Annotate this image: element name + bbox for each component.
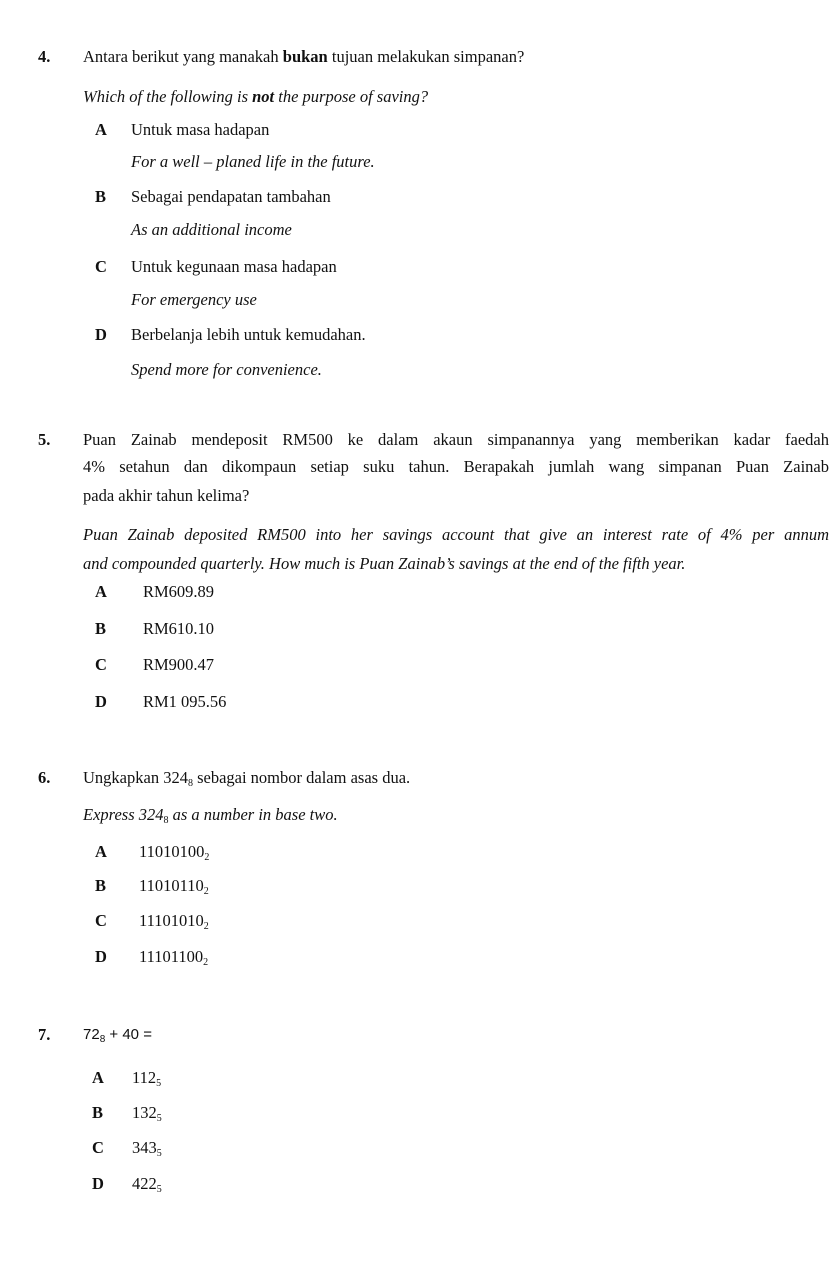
base-subscript: 5 — [156, 1148, 162, 1159]
option-value — [139, 911, 209, 931]
base-subscript: 2 — [203, 957, 209, 968]
text: Ungkapkan 324 — [83, 768, 188, 787]
question-4-english — [83, 87, 428, 107]
text: Which of the following is — [83, 87, 253, 106]
number: 343 — [132, 1138, 157, 1157]
option-value — [139, 876, 209, 896]
option-translation: For a well – planed life in the future. — [131, 152, 375, 171]
base-subscript: 5 — [156, 1078, 162, 1089]
option-value — [132, 1138, 162, 1158]
option-translation: As an additional income — [131, 220, 292, 239]
option-value — [132, 1174, 162, 1194]
option-letter: C — [92, 1138, 104, 1157]
option-letter: C — [95, 257, 107, 276]
number: 72 — [83, 1026, 100, 1043]
question-5-english-line: Puan Zainab deposited RM500 into her savings account that give an interest rate of 4% per annum — [83, 525, 829, 544]
text: + 40 = — [105, 1026, 152, 1043]
option-text: RM900.47 — [143, 655, 215, 674]
text: sebagai nombor dalam asas dua. — [192, 768, 411, 787]
option-letter: C — [95, 655, 107, 674]
option-text: Untuk masa hadapan — [131, 120, 270, 139]
emphasis: bukan — [282, 47, 328, 66]
option-text: Berbelanja lebih untuk kemudahan. — [131, 325, 366, 344]
question-7-number: 7. — [38, 1025, 51, 1044]
question-5-malay-line: 4% setahun dan dikompaun setiap suku tahun. Berapakah jumlah wang simpanan Puan Zainab — [83, 457, 829, 476]
number: 132 — [132, 1103, 157, 1122]
emphasis: not — [252, 87, 275, 106]
question-5-number: 5. — [38, 430, 51, 449]
option-letter: B — [95, 619, 107, 638]
question-6-number: 6. — [38, 768, 51, 787]
question-5-malay-line: Puan Zainab mendeposit RM500 ke dalam akaun simpanannya yang memberikan kadar faedah — [83, 430, 829, 449]
option-text: Sebagai pendapatan tambahan — [131, 187, 331, 206]
option-letter: B — [95, 187, 107, 206]
option-translation: Spend more for convenience. — [131, 360, 322, 379]
option-letter: D — [95, 325, 107, 344]
text: as a number in base two. — [168, 805, 338, 824]
text: Antara berikut yang manakah — [83, 47, 283, 66]
number: 11010100 — [139, 842, 205, 861]
option-value — [139, 947, 208, 967]
option-letter: A — [95, 842, 107, 861]
question-6-malay — [83, 768, 410, 788]
option-value — [139, 842, 209, 862]
base-subscript: 2 — [204, 852, 210, 863]
number: 112 — [132, 1068, 157, 1087]
base-subscript: 8 — [163, 815, 169, 826]
number: 422 — [132, 1174, 157, 1193]
option-letter: B — [95, 876, 107, 895]
option-letter: A — [92, 1068, 104, 1087]
option-text: RM609.89 — [143, 582, 215, 601]
option-translation: For emergency use — [131, 290, 257, 309]
option-letter: B — [92, 1103, 104, 1122]
number: 11010110 — [139, 876, 204, 895]
option-value — [132, 1103, 162, 1123]
option-text: RM1 095.56 — [143, 692, 227, 711]
option-letter: A — [95, 582, 107, 601]
question-7-expression — [83, 1025, 152, 1045]
base-subscript: 5 — [156, 1184, 162, 1195]
question-5-malay-line: pada akhir tahun kelima? — [83, 486, 250, 505]
option-letter: D — [95, 947, 107, 966]
option-letter: A — [95, 120, 107, 139]
text: the purpose of saving? — [274, 87, 429, 106]
option-text: Untuk kegunaan masa hadapan — [131, 257, 337, 276]
option-letter: D — [92, 1174, 104, 1193]
text: tujuan melakukan simpanan? — [327, 47, 525, 66]
base-subscript: 8 — [187, 778, 193, 789]
question-4-malay — [83, 47, 524, 67]
option-value — [132, 1068, 161, 1088]
question-6-english — [83, 805, 338, 825]
number: 11101010 — [139, 911, 204, 930]
question-4-number: 4. — [38, 47, 51, 66]
question-5-english-line: and compounded quarterly. How much is Puan Zainab’s savings at the end of the fifth year. — [83, 554, 686, 573]
base-subscript: 2 — [203, 921, 209, 932]
base-subscript: 8 — [99, 1034, 106, 1045]
option-letter: D — [95, 692, 107, 711]
option-letter: C — [95, 911, 107, 930]
base-subscript: 2 — [203, 886, 209, 897]
number: 11101100 — [139, 947, 204, 966]
text: Express 324 — [83, 805, 164, 824]
option-text: RM610.10 — [143, 619, 215, 638]
base-subscript: 5 — [156, 1113, 162, 1124]
